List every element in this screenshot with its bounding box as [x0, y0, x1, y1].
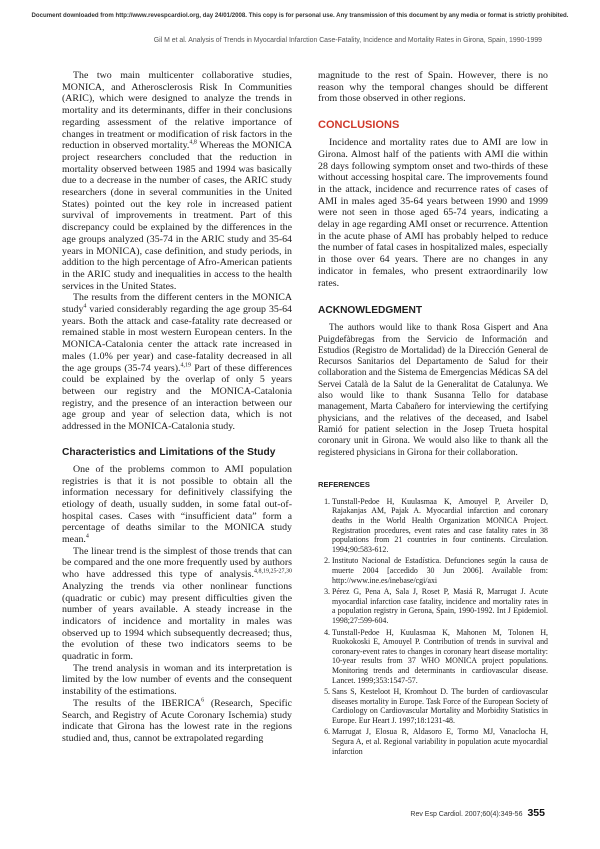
acknowledgment-heading: ACKNOWLEDGMENT: [318, 305, 423, 317]
paragraph: The results from the different centers in the MONICA study$^4$ varied considerably regarding the age group 35-64 years. Both the attack and case-fatality rate decreased or remained stable in most western European centers. In the MONICA-Catalonia center the attack rate increased in males (1.0% per year) and case-fatality decreased in all the age groups (35-74 years).$^{4,19}$ Part of these differences could be explained by the overlap of only 5 years between our registry and the MONICA-Catalonia registry, and the presence of an interaction between our age group and year of selection data, which is not addressed in the MONICA-Catalonia study.: [62, 292, 292, 433]
reference-item: 5. Sans S, Kesteloot H, Kromhout D. The burden of cardiovascular diseases mortality in Europe. Task Force of the European Society of Cardiology on Cardiovascular Mortality and Morbidity Statistics in Europe. Eur Heart J. 1997;18:1231-48.: [332, 687, 548, 725]
right-column: [318, 70, 548, 758]
page-number: 355: [527, 807, 545, 819]
reference-item: 4. Tunstall-Pedoe H, Kuulasmaa K, Mahonen M, Tolonen H, Ruokokoski E, Amouyel P. Contribution of trends in survival and coronary-event rates to changes in coronary heart disease mortality: 10-year results from 37 WHO MONICA project populations. Monitoring trends and determinants in cardiovascular disease. Lancet. 1999;353:1547-57.: [332, 628, 548, 686]
acknowledgment-paragraph: The authors would like to thank Rosa Gispert and Ana Puigdefàbregas from the Servicio de Información and Estudios (Registro de Mortalidad) de la Dirección General de Recursos Sanitarios del Departamento de Salud for their collaboration and the Sistema de Emergencias Médicas SA del Servei Català de la Salut de la Generalitat de Catalunya. We also would like to thank Susanna Tello for database management, Marta Cabañero for interviewing the certifying physicians, and the relatives of the deceased, and Isabel Ramió for patient selection in the Josep Trueta hospital coronary unit in Girona. We would also like to thank all the registered physicians in Girona for their collaboration.: [318, 322, 548, 457]
paragraph: The two main multicenter collaborative studies, MONICA, and Atherosclerosis Risk In Communities (ARIC), which were designed to analyze the trends in mortality and its determinants, differ in their conclusions regarding assessment of the relative importance of changes in treatment or modification of risk factors in the reduction in observed mortality.$^{4,8}$ Whereas the MONICA project researchers concluded that the reduction in mortality observed between 1985 and 1994 was basically due to a decrease in the number of cases, the ARIC study researchers (done in several communities in the United States) pointed out the key role in increased patient survival of improvements in treatment. Part of this discrepancy could be explained by the differences in the age groups analyzed (35-74 in the ARIC study and 35-64 years in MONICA), case definition, and study periods, in addition to the high percentage of Afro-American patients in the ARIC study and inequalities in access to the health services in the United States.: [62, 70, 292, 292]
paragraph: The trend analysis in woman and its interpretation is limited by the low number of events and the consequent instability of the estimations.: [62, 662, 292, 698]
references-heading: REFERENCES: [318, 479, 370, 489]
journal-citation: Rev Esp Cardiol. 2007;60(4):349-56: [410, 811, 523, 818]
paragraph: One of the problems common to AMI population registries is that it is not possible to obtain all the information necessary for definitively classifying the etiology of death, usually sudden, in some fatal out-of-hospital cases. Cases with “insufficient data” form a percentage of deaths similar to the MONICA study mean.$^4$: [62, 463, 292, 546]
section-heading: Characteristics and Limitations of the Study: [62, 446, 276, 458]
reference-item: 3. Pérez G, Pena A, Sala J, Roset P, Masiá R, Marrugat J. Acute myocardial infarction case fatality, incidence and mortality rates in a population registry in Gerona, Spain, 1990-1992. Int J Epidemiol. 1998;27:599-604.: [332, 587, 548, 625]
paragraph: The results of the IBERICA$^6$ (Research, Specific Search, and Registry of Acute Coronary Ischemia) study indicate that Girona has the lowest rate in the regions studied and, thus, cannot be extrapolated regarding: [62, 697, 292, 744]
left-column: [62, 70, 292, 745]
conclusions-heading: CONCLUSIONS: [318, 119, 400, 132]
reference-item: 1. Tunstall-Pedoe H, Kuulasmaa K, Amouyel P, Arveiler D, Rajakanjas AM, Pajak A. Myocardial infarction and coronary deaths in the World Health Organization MONICA Project. Registration procedures, event rates and case fatality rates in 38 populations from 21 countries in four continents. Circulation. 1994;90:583-612.: [332, 497, 548, 555]
download-notice: Document downloaded from http://www.revespcardiol.org, day 24/01/2008. This copy is for personal use. Any transmission of this document by any media or format is strictly prohibited.: [31, 12, 569, 19]
paragraph: The linear trend is the simplest of those trends that can be compared and the one more frequently used by authors who have addressed this type of analysis.$^{4,8,19,25-27,30}$ Analyzing the trends via other nonlinear functions (quadratic or cubic) may present difficulties given the number of years available. A steady increase in the indicators of incidence and mortality in males was observed up to 1994 which subsequently decreased; thus, the evolution of these two indicators seems to be quadratic in form.: [62, 545, 292, 663]
running-head: Gil M et al. Analysis of Trends in Myocardial Infarction Case-Fatality, Incidence and Mortality Rates in Girona, Spain, 1990-1999: [153, 37, 542, 44]
reference-item: 6. Marrugat J, Elosua R, Aldasoro E, Tormo MJ, Vanaclocha H, Segura A, et al. Regional variability in population acute myocardial infarction: [332, 727, 548, 756]
reference-list: [318, 497, 548, 756]
page-footer: [410, 807, 545, 819]
reference-item: 2. Instituto Nacional de Estadística. Defunciones según la causa de muerte 2004 [accedido 30 Jun 2006]. Available from: http://www.ine.es/inebase/cgi/axi: [332, 556, 548, 585]
conclusions-paragraph: Incidence and mortality rates due to AMI are low in Girona. Almost half of the patients with AMI die within 28 days following symptom onset and two-thirds of these without accessing hospital care. The improvements found in the attack, incidence and recurrence rates of cases of AMI in males aged 35-64 years between 1990 and 1999 were not seen in those aged 65-74 years, indicating a delay in age regarding AMI onset or recurrence. Attention in the acute phase of AMI has probably helped to reduce the number of fatal cases in hospitalized males, especially in those over 64 years. There are no changes in any indicator in females, who present extraordinarily low rates.: [318, 137, 548, 289]
paragraph: magnitude to the rest of Spain. However, there is no reason why the temporal changes should be different from those observed in other regions.: [318, 70, 548, 105]
